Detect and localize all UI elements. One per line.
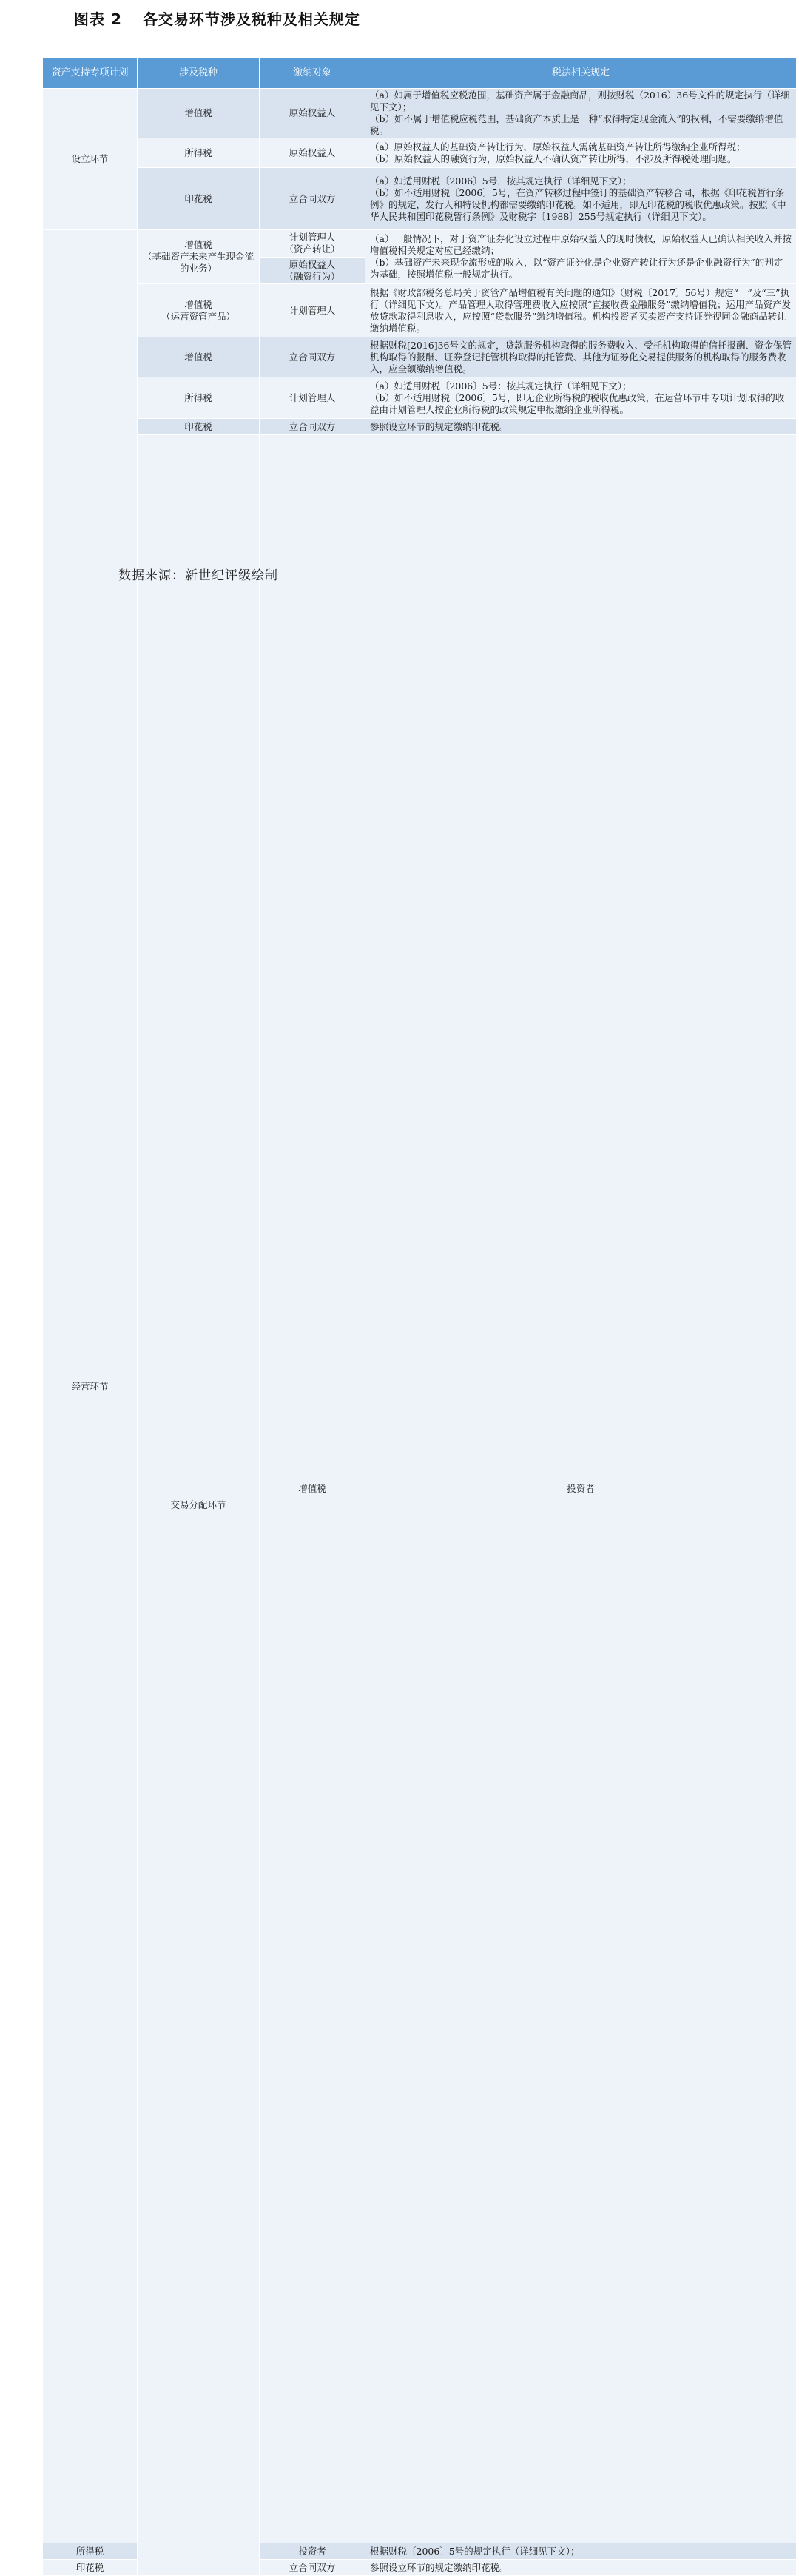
stage-setup: 设立环节 — [43, 89, 138, 230]
header-stage: 资产支持专项计划 — [43, 58, 138, 89]
rule-cell: （a）一般情况下，对于资产证券化设立过程中原始权益人的现时债权，原始权益人已确认相关收入并按增值税相关规定对应已经缴纳； （b）基础资产未来现金流形成的收入，以“资产证券化是企业资产转让行为还是企业融资行为”的判定为基础，按照增值税一般规定执行。 — [365, 230, 797, 284]
payer-cell: 原始权益人 — [260, 89, 365, 138]
payer-cell: 投资者 — [365, 435, 797, 2543]
tax-type-cell: 增值税 — [138, 337, 260, 377]
header-tax-type: 涉及税种 — [138, 58, 260, 89]
tax-type-cell: 所得税 — [138, 138, 260, 168]
rule-cell: 参照设立环节的规定缴纳印花税。 — [365, 419, 797, 435]
rule-cell: （a）原始权益人的基础资产转让行为，原始权益人需就基础资产转让所得缴纳企业所得税； （b）原始权益人的融资行为，原始权益人不确认资产转让所得，不涉及所得税处理问题。 — [365, 138, 797, 168]
tax-type-cell: 增值税 — [138, 89, 260, 138]
table-row — [43, 284, 797, 337]
figure-title-text: 各交易环节涉及税种及相关规定 — [142, 10, 360, 28]
payer-cell: 原始权益人 （融资行为） — [260, 258, 365, 284]
tax-type-cell: 增值税 （基础资产未来产生现金流的业务） — [138, 230, 260, 284]
data-source-note: 数据来源：新世纪评级绘制 — [118, 568, 278, 583]
tax-type-cell: 印花税 — [138, 168, 260, 230]
header-payer: 缴纳对象 — [260, 58, 365, 89]
table-row — [43, 89, 797, 138]
tax-table — [42, 58, 797, 2576]
tax-type-cell: 增值税 — [260, 435, 365, 2543]
rule-cell: 参照设立环节的规定缴纳印花税。 — [365, 2560, 797, 2576]
payer-cell: 投资者 — [260, 2543, 365, 2560]
table-row — [43, 168, 797, 230]
table-header-row — [43, 58, 797, 89]
tax-type-cell: 所得税 — [43, 2543, 138, 2560]
table-row — [43, 377, 797, 419]
stage-distribution: 交易分配环节 — [138, 435, 260, 2576]
stage-operation: 经营环节 — [43, 230, 138, 2543]
tax-type-cell: 印花税 — [43, 2560, 138, 2576]
rule-cell: 根据财税〔2006〕5号的规定执行（详细见下文）； — [365, 2543, 797, 2560]
rule-cell: （a）如适用财税〔2006〕5号：按其规定执行（详细见下文）； （b）如不适用财税〔2006〕5号，即无企业所得税的税收优惠政策，在运营环节中专项计划取得的收益由计划管理人按企业所得税的政策规定申报缴纳企业所得税。 — [365, 377, 797, 419]
header-rules: 税法相关规定 — [365, 58, 797, 89]
tax-type-cell: 增值税 （运营资管产品） — [138, 284, 260, 337]
rule-cell: 根据《财政部税务总局关于资管产品增值税有关问题的通知》（财税〔2017〕56号）规定“一”及“三”执行（详细见下文）。产品管理人取得管理费收入应按照“直接收费金融服务”缴纳增值税；运用产品资产发放贷款取得利息收入，应按照“贷款服务”缴纳增值税。机构投资者买卖资产支持证券视同金融商品转让缴纳增值税。 — [365, 284, 797, 337]
payer-cell: 立合同双方 — [260, 2560, 365, 2576]
tax-type-cell: 所得税 — [138, 377, 260, 419]
rule-cell: （a）如适用财税〔2006〕5号，按其规定执行（详细见下文）； （b）如不适用财税〔2006〕5号，在资产转移过程中签订的基础资产转移合同，根据《印花税暂行条例》的规定，发行人和特设机构都需要缴纳印花税。如不适用，即无印花税的税收优惠政策。按照《中华人民共和国印花税暂行条例》及财税字〔1988〕255号规定执行（详细见下文）。 — [365, 168, 797, 230]
rule-cell: （a）如属于增值税应税范围，基础资产属于金融商品，则按财税（2016）36号文件的规定执行（详细见下文）； （b）如不属于增值税应税范围，基础资产本质上是一种“取得特定现金流入”的权利，不需要缴纳增值税。 — [365, 89, 797, 138]
payer-cell: 原始权益人 — [260, 138, 365, 168]
table-row — [43, 419, 797, 435]
payer-cell: 计划管理人 （资产转让） — [260, 230, 365, 258]
figure-label: 图表 2 — [74, 10, 122, 28]
figure-title — [74, 7, 360, 29]
payer-cell: 立合同双方 — [260, 337, 365, 377]
payer-cell: 计划管理人 — [260, 377, 365, 419]
tax-type-cell: 印花税 — [138, 419, 260, 435]
table-row — [43, 138, 797, 168]
table-row — [43, 435, 797, 2543]
rule-cell: 根据财税[2016]36号文的规定，贷款服务机构取得的服务费收入、受托机构取得的信托报酬、资金保管机构取得的报酬、证券登记托管机构取得的托管费、其他为证券化交易提供服务的机构取得的服务费收入，应全额缴纳增值税。 — [365, 337, 797, 377]
payer-cell: 立合同双方 — [260, 419, 365, 435]
table-row — [43, 337, 797, 377]
payer-cell: 计划管理人 — [260, 284, 365, 337]
payer-cell: 立合同双方 — [260, 168, 365, 230]
table-row — [43, 230, 797, 258]
